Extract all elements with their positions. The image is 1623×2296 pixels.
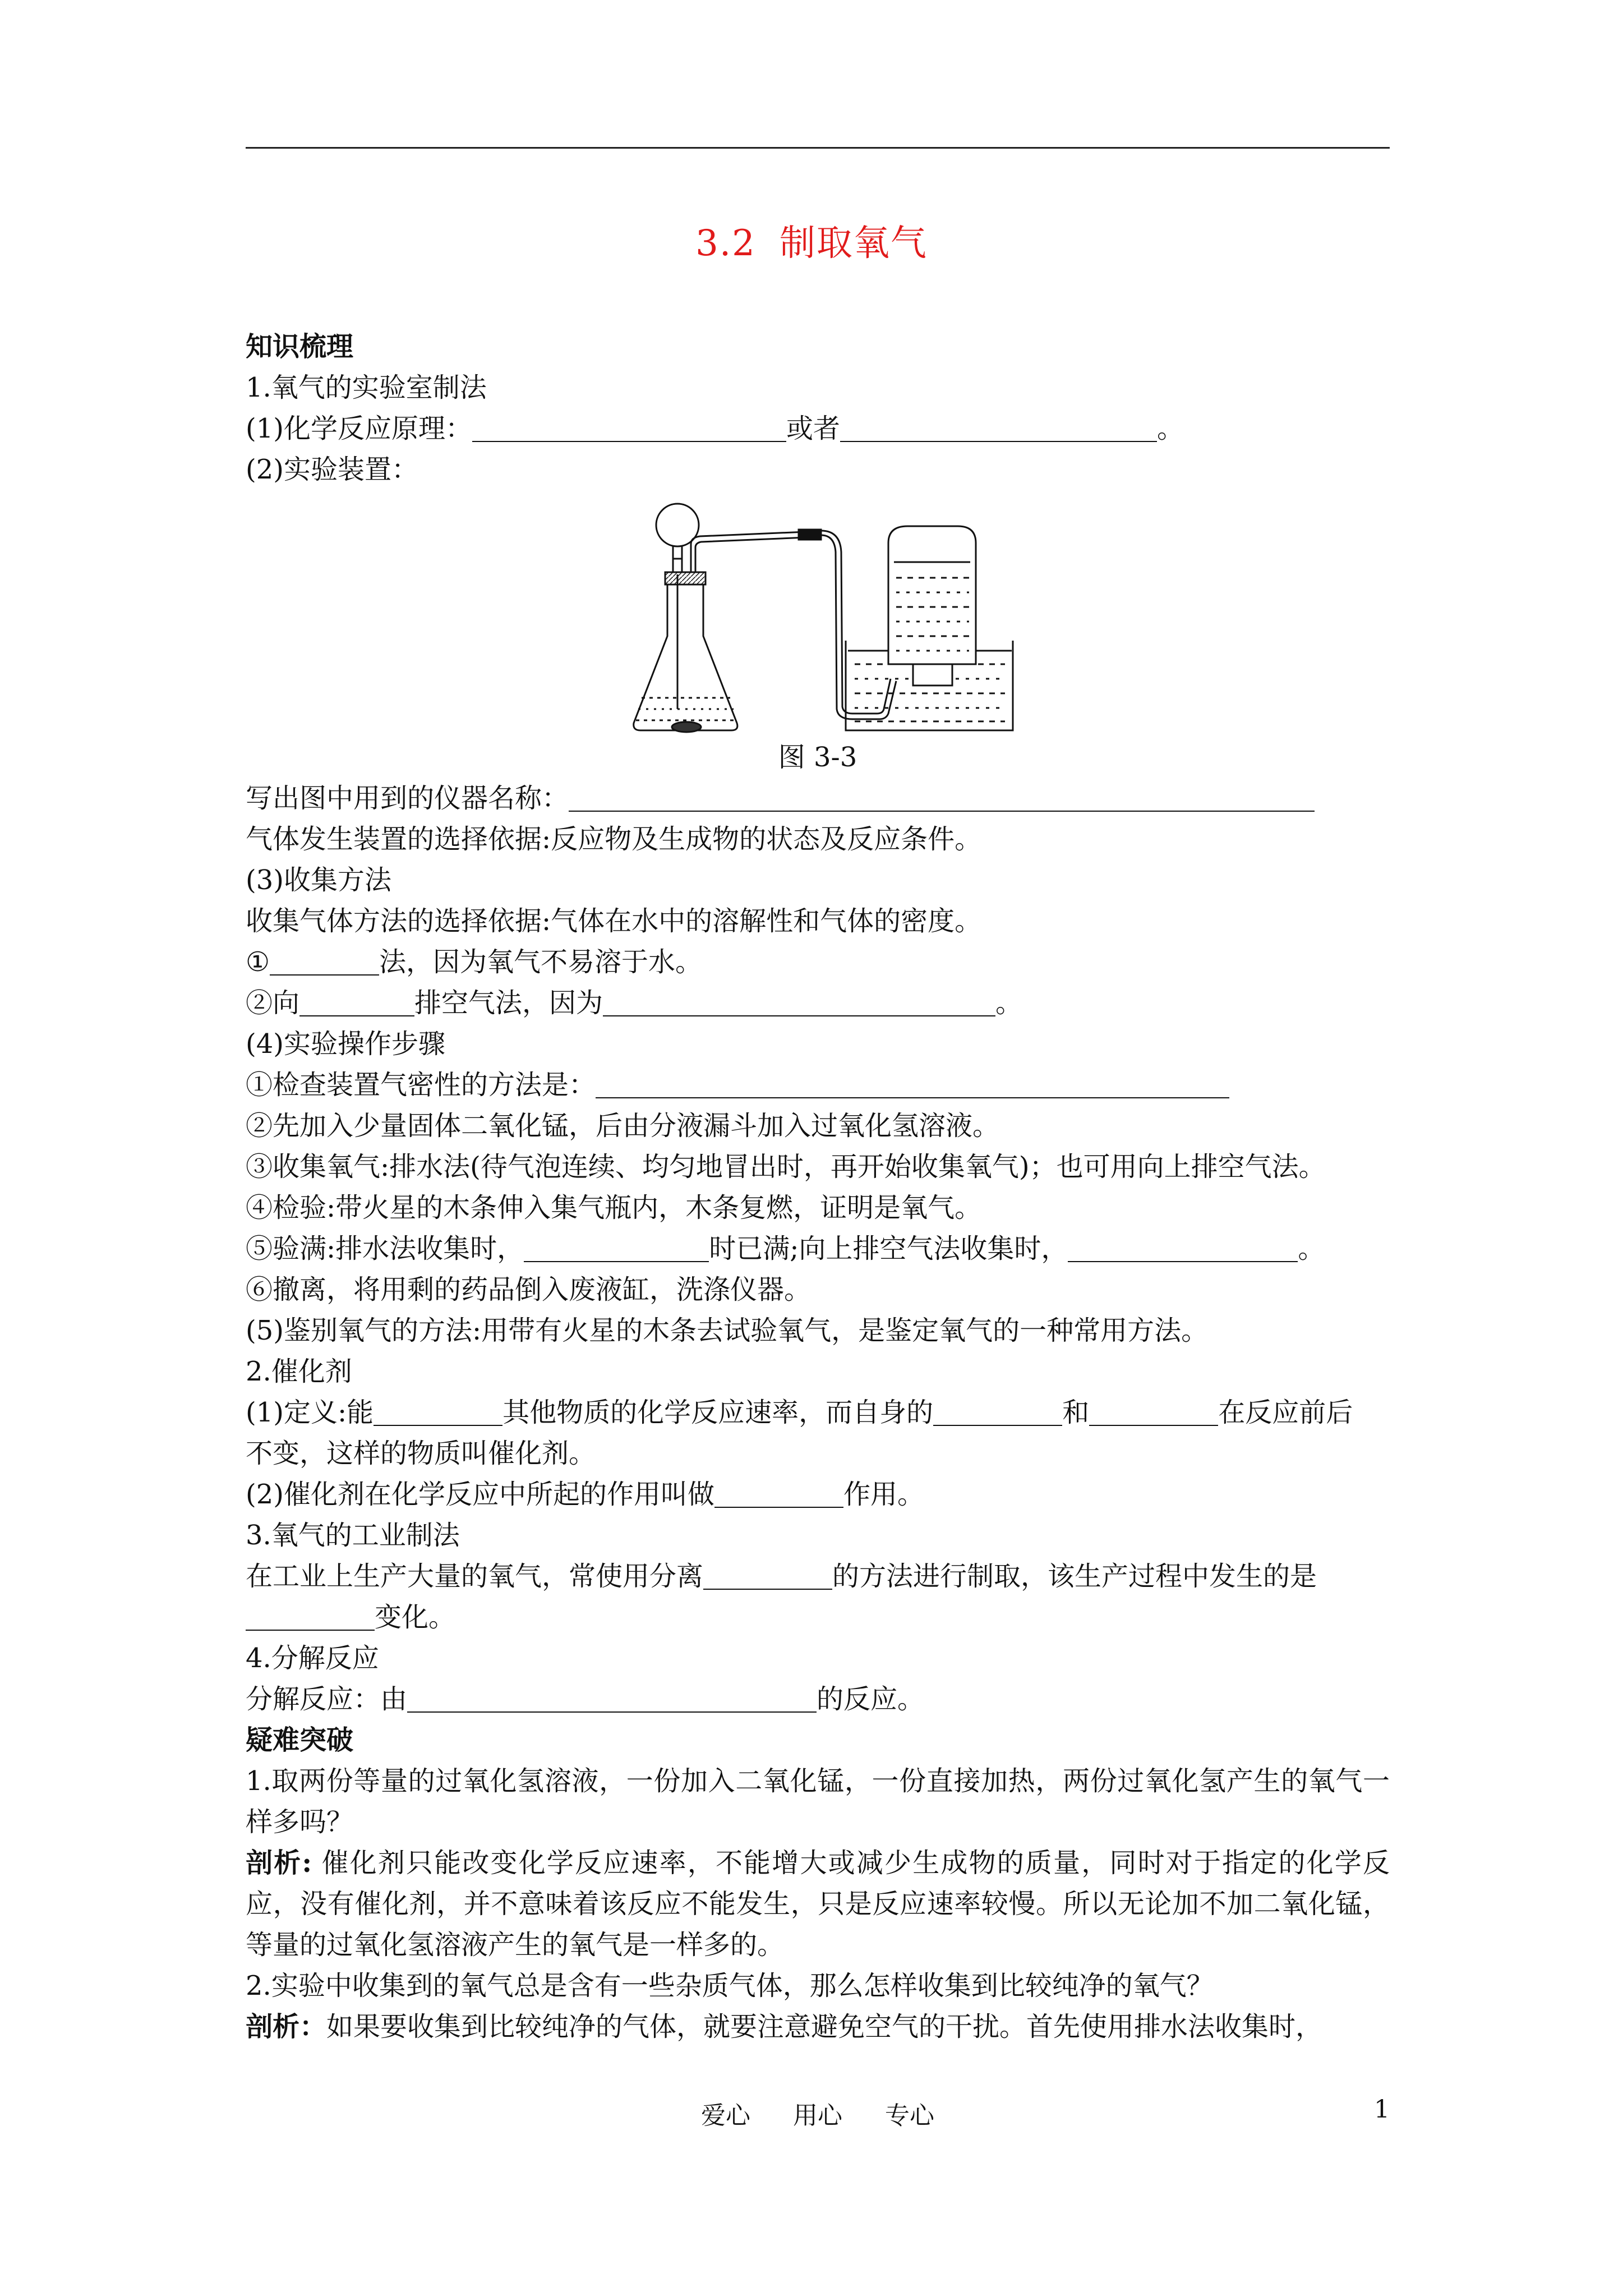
analysis-text: 催化剂只能改变化学反应速率，不能增大或减少生成物的质量，同时对于指定的化学反应，没有催化剂，并不意味着该反应不能发生，只是反应速率较慢。所以无论加不加二氧化锰，等量的过氧化氢溶液产生的氧气是一样多的。 [246,1847,1390,1961]
analysis-2 [246,2007,1390,2047]
answer-blank[interactable] [299,987,414,1016]
text: 法，因为氧气不易溶于水。 [379,946,703,978]
text: 的反应。 [817,1683,925,1715]
heading-industrial: 3.氧气的工业制法 [246,1520,460,1551]
text: (1)定义:能 [246,1397,374,1428]
reaction-principle-line [246,408,1390,449]
industrial-line-1 [246,1556,1390,1597]
text: 在工业上生产大量的氧气，常使用分离 [246,1561,704,1592]
answer-blank[interactable] [569,783,1315,812]
text: ②向 [246,987,300,1019]
paragraph: ⑥撤离，将用剩的药品倒入废液缸，洗涤仪器。 [246,1274,811,1305]
text: 排空气法，因为 [414,987,603,1019]
motto-word: 专心 [885,2101,934,2130]
paragraph: 气体发生装置的选择依据:反应物及生成物的状态及反应条件。 [246,823,982,855]
paragraph: ③收集氧气:排水法(待气泡连续、均匀地冒出时，再开始收集氧气)；也可用向上排空气法。 [246,1151,1326,1182]
analysis-label: 剖析： [246,2011,327,2042]
oxygen-apparatus-illustration [633,496,1014,737]
paragraph: (4)实验操作步骤 [246,1028,445,1060]
answer-blank[interactable] [1089,1397,1218,1426]
answer-blank[interactable] [270,946,379,976]
section-number: 3.2 [695,223,756,264]
text: (1)化学反应原理： [246,413,472,444]
text: 。 [1157,413,1184,444]
paragraph: ②先加入少量固体二氧化锰，后由分液漏斗加入过氧化氢溶液。 [246,1110,1000,1142]
text: 。 [1298,1233,1325,1264]
text: 时已满;向上排空气法收集时， [709,1233,1068,1264]
motto-word: 用心 [793,2101,842,2130]
heading-decomposition: 4.分解反应 [246,1642,379,1674]
page-number: 1 [1374,2095,1390,2124]
question-1: 1.取两份等量的过氧化氢溶液，一份加入二氧化锰，一份直接加热，两份过氧化氢产生的氧气一样多吗？ [246,1765,1390,1838]
figure-caption: 图 3-3 [778,742,857,773]
analysis-label: 剖析: [246,1847,312,1879]
section-title: 制取氧气 [779,223,928,264]
text: 在反应前后 [1218,1397,1353,1428]
industrial-line-2 [246,1597,1390,1638]
section-heading-knowledge: 知识梳理 [246,331,354,362]
text: ① [246,946,270,978]
text: 其他物质的化学反应速率，而自身的 [502,1397,934,1428]
answer-blank[interactable] [933,1397,1062,1426]
analysis-1 [246,1843,1390,1966]
text: 和 [1062,1397,1090,1428]
answer-blank[interactable] [524,1233,709,1262]
document-body [246,326,1390,2047]
answer-blank[interactable] [603,987,995,1016]
text: ①检查装置气密性的方法是： [246,1069,596,1101]
analysis-text: 如果要收集到比较纯净的气体，就要注意避免空气的干扰。首先使用排水法收集时， [326,2011,1323,2042]
text: 变化。 [375,1602,456,1633]
airtightness-line [246,1065,1390,1106]
answer-blank[interactable] [840,413,1157,442]
text: 写出图中用到的仪器名称： [246,783,569,814]
answer-blank[interactable] [246,1602,375,1631]
collection-method-1 [246,942,1390,983]
answer-blank[interactable] [1068,1233,1298,1262]
paragraph: ④检验:带火星的木条伸入集气瓶内，木条复燃，证明是氧气。 [246,1192,982,1223]
text: 或者 [786,413,841,444]
answer-blank[interactable] [714,1479,843,1508]
question-2: 2.实验中收集到的氧气总是含有一些杂质气体，那么怎样收集到比较纯净的氧气？ [246,1970,1214,2001]
footer-motto [246,2095,1390,2131]
paragraph: (3)收集方法 [246,864,391,896]
text: 。 [995,987,1023,1019]
catalysis-line [246,1474,1390,1515]
full-check-line [246,1228,1390,1269]
paragraph: (5)鉴别氧气的方法:用带有火星的木条去试验氧气，是鉴定氧气的一种常用方法。 [246,1315,1209,1346]
text: 分解反应：由 [246,1683,408,1715]
decomposition-line [246,1679,1390,1720]
header-rule [246,147,1390,149]
answer-blank[interactable] [374,1397,502,1426]
answer-blank[interactable] [472,413,786,442]
page-title [0,214,1623,266]
paragraph: 收集气体方法的选择依据:气体在水中的溶解性和气体的密度。 [246,905,982,937]
apparatus-heading: (2)实验装置： [246,454,418,485]
section-heading-difficult: 疑难突破 [246,1724,354,1756]
text: (2)催化剂在化学反应中所起的作用叫做 [246,1479,714,1510]
motto-word: 爱心 [701,2101,750,2130]
instrument-names-line [246,778,1390,819]
text: 的方法进行制取，该生产过程中发生的是 [832,1561,1317,1592]
answer-blank[interactable] [596,1069,1229,1098]
text: ⑤验满:排水法收集时， [246,1233,524,1264]
text: 作用。 [843,1479,925,1510]
paragraph: 不变，这样的物质叫催化剂。 [246,1438,596,1469]
answer-blank[interactable] [703,1561,832,1590]
heading-catalyst: 2.催化剂 [246,1356,352,1387]
collection-method-2 [246,983,1390,1024]
catalyst-definition-line [246,1392,1390,1433]
answer-blank[interactable] [407,1683,817,1713]
heading-lab-method: 1.氧气的实验室制法 [246,372,487,403]
apparatus-figure [246,490,1390,737]
